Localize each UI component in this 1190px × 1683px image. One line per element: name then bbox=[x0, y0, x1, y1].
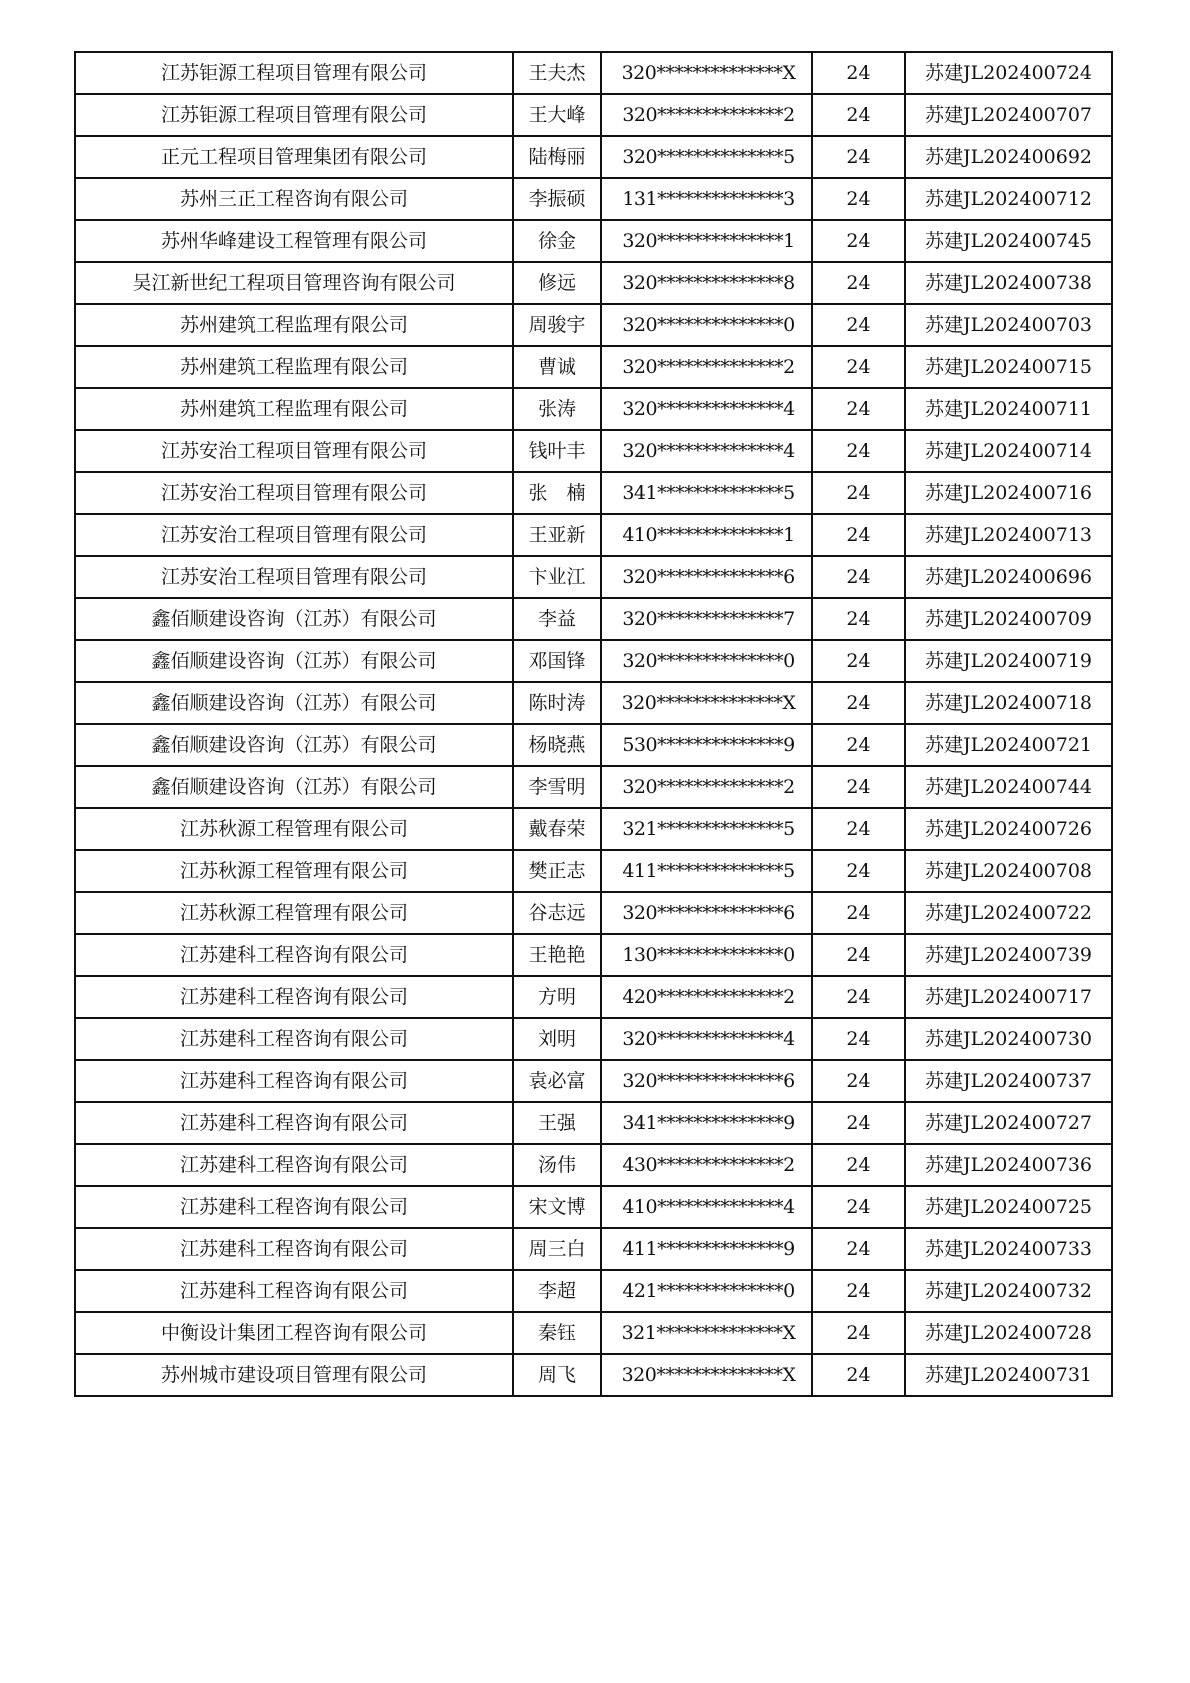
id-number-cell: 131**************3 bbox=[601, 178, 812, 220]
company-cell: 苏州华峰建设工程管理有限公司 bbox=[75, 220, 513, 262]
id-number-cell: 421**************0 bbox=[601, 1270, 812, 1312]
table-row bbox=[75, 1312, 1112, 1354]
person-name-cell: 曹诚 bbox=[513, 346, 601, 388]
hours-cell: 24 bbox=[812, 388, 905, 430]
person-name-cell: 徐金 bbox=[513, 220, 601, 262]
person-name-cell: 刘明 bbox=[513, 1018, 601, 1060]
company-cell: 江苏建科工程咨询有限公司 bbox=[75, 1228, 513, 1270]
certificate-number-cell: 苏建JL202400717 bbox=[905, 976, 1112, 1018]
table-row bbox=[75, 220, 1112, 262]
table-row bbox=[75, 808, 1112, 850]
certificate-number-cell: 苏建JL202400744 bbox=[905, 766, 1112, 808]
certificate-number-cell: 苏建JL202400719 bbox=[905, 640, 1112, 682]
company-cell: 江苏建科工程咨询有限公司 bbox=[75, 934, 513, 976]
certificate-number-cell: 苏建JL202400716 bbox=[905, 472, 1112, 514]
table-row bbox=[75, 1186, 1112, 1228]
id-number-cell: 320**************X bbox=[601, 52, 812, 94]
id-number-cell: 530**************9 bbox=[601, 724, 812, 766]
certificate-number-cell: 苏建JL202400714 bbox=[905, 430, 1112, 472]
person-name-cell: 秦钰 bbox=[513, 1312, 601, 1354]
company-cell: 江苏建科工程咨询有限公司 bbox=[75, 1270, 513, 1312]
certificate-number-cell: 苏建JL202400722 bbox=[905, 892, 1112, 934]
company-cell: 鑫佰顺建设咨询（江苏）有限公司 bbox=[75, 598, 513, 640]
table-row bbox=[75, 1018, 1112, 1060]
id-number-cell: 320**************4 bbox=[601, 430, 812, 472]
company-cell: 江苏建科工程咨询有限公司 bbox=[75, 1186, 513, 1228]
company-cell: 江苏建科工程咨询有限公司 bbox=[75, 976, 513, 1018]
certificate-number-cell: 苏建JL202400733 bbox=[905, 1228, 1112, 1270]
person-name-cell: 周三白 bbox=[513, 1228, 601, 1270]
hours-cell: 24 bbox=[812, 640, 905, 682]
certificate-number-cell: 苏建JL202400728 bbox=[905, 1312, 1112, 1354]
table-row bbox=[75, 94, 1112, 136]
id-number-cell: 320**************2 bbox=[601, 766, 812, 808]
certificate-number-cell: 苏建JL202400731 bbox=[905, 1354, 1112, 1396]
hours-cell: 24 bbox=[812, 682, 905, 724]
certificate-number-cell: 苏建JL202400709 bbox=[905, 598, 1112, 640]
company-cell: 江苏安治工程项目管理有限公司 bbox=[75, 514, 513, 556]
hours-cell: 24 bbox=[812, 304, 905, 346]
table-body bbox=[75, 52, 1112, 1396]
table-row bbox=[75, 1144, 1112, 1186]
person-name-cell: 杨晓燕 bbox=[513, 724, 601, 766]
hours-cell: 24 bbox=[812, 892, 905, 934]
person-name-cell: 樊正志 bbox=[513, 850, 601, 892]
table-row bbox=[75, 1354, 1112, 1396]
certificate-number-cell: 苏建JL202400730 bbox=[905, 1018, 1112, 1060]
hours-cell: 24 bbox=[812, 262, 905, 304]
person-name-cell: 卞业江 bbox=[513, 556, 601, 598]
certificate-number-cell: 苏建JL202400711 bbox=[905, 388, 1112, 430]
table-row bbox=[75, 766, 1112, 808]
table-row bbox=[75, 598, 1112, 640]
hours-cell: 24 bbox=[812, 178, 905, 220]
person-name-cell: 陈时涛 bbox=[513, 682, 601, 724]
person-name-cell: 李超 bbox=[513, 1270, 601, 1312]
person-name-cell: 戴春荣 bbox=[513, 808, 601, 850]
person-name-cell: 方明 bbox=[513, 976, 601, 1018]
company-cell: 江苏秋源工程管理有限公司 bbox=[75, 850, 513, 892]
hours-cell: 24 bbox=[812, 1354, 905, 1396]
certificate-number-cell: 苏建JL202400707 bbox=[905, 94, 1112, 136]
id-number-cell: 320**************X bbox=[601, 1354, 812, 1396]
person-name-cell: 袁必富 bbox=[513, 1060, 601, 1102]
id-number-cell: 320**************7 bbox=[601, 598, 812, 640]
id-number-cell: 420**************2 bbox=[601, 976, 812, 1018]
certificate-number-cell: 苏建JL202400736 bbox=[905, 1144, 1112, 1186]
hours-cell: 24 bbox=[812, 1186, 905, 1228]
table-row bbox=[75, 346, 1112, 388]
person-name-cell: 钱叶丰 bbox=[513, 430, 601, 472]
hours-cell: 24 bbox=[812, 220, 905, 262]
certificate-number-cell: 苏建JL202400726 bbox=[905, 808, 1112, 850]
company-cell: 中衡设计集团工程咨询有限公司 bbox=[75, 1312, 513, 1354]
id-number-cell: 320**************6 bbox=[601, 892, 812, 934]
company-cell: 江苏建科工程咨询有限公司 bbox=[75, 1102, 513, 1144]
hours-cell: 24 bbox=[812, 472, 905, 514]
company-cell: 江苏安治工程项目管理有限公司 bbox=[75, 556, 513, 598]
certificate-number-cell: 苏建JL202400725 bbox=[905, 1186, 1112, 1228]
id-number-cell: 320**************X bbox=[601, 682, 812, 724]
id-number-cell: 320**************2 bbox=[601, 94, 812, 136]
certificate-number-cell: 苏建JL202400703 bbox=[905, 304, 1112, 346]
company-cell: 江苏钜源工程项目管理有限公司 bbox=[75, 94, 513, 136]
company-cell: 鑫佰顺建设咨询（江苏）有限公司 bbox=[75, 682, 513, 724]
certificate-number-cell: 苏建JL202400713 bbox=[905, 514, 1112, 556]
id-number-cell: 320**************4 bbox=[601, 1018, 812, 1060]
certificate-number-cell: 苏建JL202400712 bbox=[905, 178, 1112, 220]
id-number-cell: 321**************X bbox=[601, 1312, 812, 1354]
person-name-cell: 王艳艳 bbox=[513, 934, 601, 976]
hours-cell: 24 bbox=[812, 346, 905, 388]
company-cell: 江苏建科工程咨询有限公司 bbox=[75, 1144, 513, 1186]
id-number-cell: 341**************5 bbox=[601, 472, 812, 514]
person-name-cell: 周飞 bbox=[513, 1354, 601, 1396]
person-name-cell: 陆梅丽 bbox=[513, 136, 601, 178]
id-number-cell: 411**************9 bbox=[601, 1228, 812, 1270]
hours-cell: 24 bbox=[812, 808, 905, 850]
id-number-cell: 320**************1 bbox=[601, 220, 812, 262]
company-cell: 江苏钜源工程项目管理有限公司 bbox=[75, 52, 513, 94]
table-row bbox=[75, 682, 1112, 724]
person-name-cell: 谷志远 bbox=[513, 892, 601, 934]
hours-cell: 24 bbox=[812, 1312, 905, 1354]
table-row bbox=[75, 556, 1112, 598]
person-name-cell: 王大峰 bbox=[513, 94, 601, 136]
table-row bbox=[75, 136, 1112, 178]
id-number-cell: 320**************8 bbox=[601, 262, 812, 304]
certificate-number-cell: 苏建JL202400696 bbox=[905, 556, 1112, 598]
hours-cell: 24 bbox=[812, 976, 905, 1018]
hours-cell: 24 bbox=[812, 430, 905, 472]
table-row bbox=[75, 850, 1112, 892]
table-row bbox=[75, 724, 1112, 766]
table-row bbox=[75, 514, 1112, 556]
hours-cell: 24 bbox=[812, 1270, 905, 1312]
hours-cell: 24 bbox=[812, 1102, 905, 1144]
table-row bbox=[75, 892, 1112, 934]
table-row bbox=[75, 430, 1112, 472]
hours-cell: 24 bbox=[812, 724, 905, 766]
company-cell: 江苏秋源工程管理有限公司 bbox=[75, 808, 513, 850]
id-number-cell: 411**************5 bbox=[601, 850, 812, 892]
person-name-cell: 李益 bbox=[513, 598, 601, 640]
certificate-number-cell: 苏建JL202400727 bbox=[905, 1102, 1112, 1144]
person-name-cell: 王夫杰 bbox=[513, 52, 601, 94]
person-name-cell: 宋文博 bbox=[513, 1186, 601, 1228]
person-name-cell: 汤伟 bbox=[513, 1144, 601, 1186]
id-number-cell: 320**************0 bbox=[601, 304, 812, 346]
certificate-number-cell: 苏建JL202400745 bbox=[905, 220, 1112, 262]
company-cell: 鑫佰顺建设咨询（江苏）有限公司 bbox=[75, 640, 513, 682]
hours-cell: 24 bbox=[812, 52, 905, 94]
id-number-cell: 320**************2 bbox=[601, 346, 812, 388]
certificate-number-cell: 苏建JL202400708 bbox=[905, 850, 1112, 892]
table-row bbox=[75, 304, 1112, 346]
table-row bbox=[75, 262, 1112, 304]
company-cell: 苏州建筑工程监理有限公司 bbox=[75, 388, 513, 430]
company-cell: 正元工程项目管理集团有限公司 bbox=[75, 136, 513, 178]
company-cell: 苏州建筑工程监理有限公司 bbox=[75, 304, 513, 346]
company-cell: 江苏建科工程咨询有限公司 bbox=[75, 1018, 513, 1060]
table-row bbox=[75, 388, 1112, 430]
person-name-cell: 王强 bbox=[513, 1102, 601, 1144]
company-cell: 江苏安治工程项目管理有限公司 bbox=[75, 430, 513, 472]
table-row bbox=[75, 934, 1112, 976]
table-row bbox=[75, 52, 1112, 94]
table-row bbox=[75, 1270, 1112, 1312]
hours-cell: 24 bbox=[812, 514, 905, 556]
company-cell: 苏州城市建设项目管理有限公司 bbox=[75, 1354, 513, 1396]
person-name-cell: 修远 bbox=[513, 262, 601, 304]
table-row bbox=[75, 178, 1112, 220]
hours-cell: 24 bbox=[812, 850, 905, 892]
personnel-table bbox=[74, 51, 1113, 1397]
hours-cell: 24 bbox=[812, 556, 905, 598]
certificate-number-cell: 苏建JL202400715 bbox=[905, 346, 1112, 388]
certificate-number-cell: 苏建JL202400732 bbox=[905, 1270, 1112, 1312]
table-row bbox=[75, 640, 1112, 682]
person-name-cell: 王亚新 bbox=[513, 514, 601, 556]
certificate-number-cell: 苏建JL202400724 bbox=[905, 52, 1112, 94]
id-number-cell: 320**************0 bbox=[601, 640, 812, 682]
id-number-cell: 410**************1 bbox=[601, 514, 812, 556]
hours-cell: 24 bbox=[812, 94, 905, 136]
table-row bbox=[75, 976, 1112, 1018]
person-name-cell: 邓国锋 bbox=[513, 640, 601, 682]
certificate-number-cell: 苏建JL202400739 bbox=[905, 934, 1112, 976]
person-name-cell: 张涛 bbox=[513, 388, 601, 430]
hours-cell: 24 bbox=[812, 934, 905, 976]
company-cell: 鑫佰顺建设咨询（江苏）有限公司 bbox=[75, 766, 513, 808]
company-cell: 苏州三正工程咨询有限公司 bbox=[75, 178, 513, 220]
certificate-number-cell: 苏建JL202400737 bbox=[905, 1060, 1112, 1102]
id-number-cell: 341**************9 bbox=[601, 1102, 812, 1144]
table-row bbox=[75, 1060, 1112, 1102]
id-number-cell: 320**************4 bbox=[601, 388, 812, 430]
table-row bbox=[75, 1102, 1112, 1144]
company-cell: 苏州建筑工程监理有限公司 bbox=[75, 346, 513, 388]
id-number-cell: 320**************6 bbox=[601, 556, 812, 598]
id-number-cell: 321**************5 bbox=[601, 808, 812, 850]
certificate-number-cell: 苏建JL202400692 bbox=[905, 136, 1112, 178]
table-row bbox=[75, 472, 1112, 514]
company-cell: 鑫佰顺建设咨询（江苏）有限公司 bbox=[75, 724, 513, 766]
person-name-cell: 张 楠 bbox=[513, 472, 601, 514]
certificate-number-cell: 苏建JL202400721 bbox=[905, 724, 1112, 766]
id-number-cell: 320**************5 bbox=[601, 136, 812, 178]
hours-cell: 24 bbox=[812, 598, 905, 640]
hours-cell: 24 bbox=[812, 1228, 905, 1270]
company-cell: 江苏建科工程咨询有限公司 bbox=[75, 1060, 513, 1102]
company-cell: 吴江新世纪工程项目管理咨询有限公司 bbox=[75, 262, 513, 304]
person-name-cell: 李振硕 bbox=[513, 178, 601, 220]
hours-cell: 24 bbox=[812, 136, 905, 178]
table-row bbox=[75, 1228, 1112, 1270]
person-name-cell: 周骏宇 bbox=[513, 304, 601, 346]
person-name-cell: 李雪明 bbox=[513, 766, 601, 808]
company-cell: 江苏秋源工程管理有限公司 bbox=[75, 892, 513, 934]
id-number-cell: 320**************6 bbox=[601, 1060, 812, 1102]
id-number-cell: 430**************2 bbox=[601, 1144, 812, 1186]
certificate-number-cell: 苏建JL202400718 bbox=[905, 682, 1112, 724]
hours-cell: 24 bbox=[812, 1018, 905, 1060]
certificate-number-cell: 苏建JL202400738 bbox=[905, 262, 1112, 304]
company-cell: 江苏安治工程项目管理有限公司 bbox=[75, 472, 513, 514]
hours-cell: 24 bbox=[812, 1144, 905, 1186]
id-number-cell: 410**************4 bbox=[601, 1186, 812, 1228]
id-number-cell: 130**************0 bbox=[601, 934, 812, 976]
hours-cell: 24 bbox=[812, 1060, 905, 1102]
hours-cell: 24 bbox=[812, 766, 905, 808]
